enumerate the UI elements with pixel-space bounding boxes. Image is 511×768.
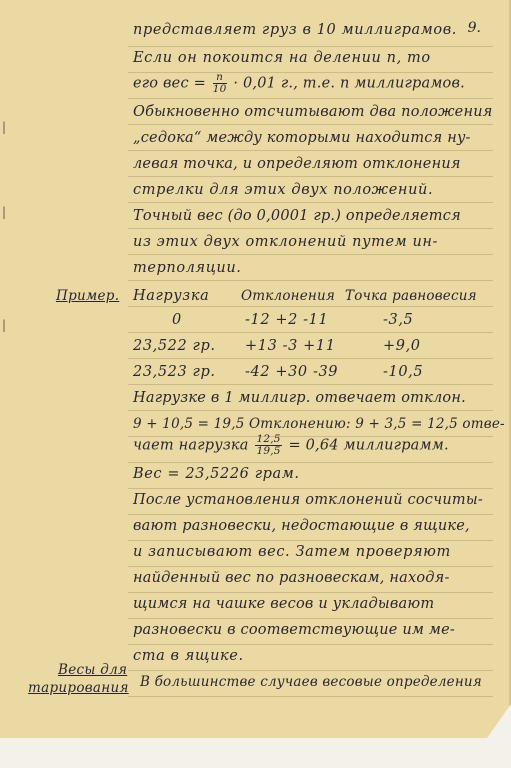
text-line: Обыкновенно отсчитывают два положения bbox=[133, 104, 493, 120]
text-line: разновески в соответствующие им ме- bbox=[133, 622, 456, 638]
ruled-line bbox=[128, 202, 493, 203]
margin-note-taring: тарирования bbox=[28, 680, 129, 696]
text-line: ста в ящике. bbox=[133, 648, 244, 664]
table-header-deviations: Отклонения bbox=[241, 288, 336, 304]
text-line: найденный вес по разновескам, находя- bbox=[133, 570, 450, 586]
ruled-line bbox=[128, 280, 493, 281]
text-fragment: его вес = bbox=[133, 75, 206, 92]
ruled-line bbox=[128, 46, 493, 47]
ruled-line bbox=[128, 566, 493, 567]
margin-note-scales: Весы для bbox=[58, 662, 128, 678]
ruled-line bbox=[128, 540, 493, 541]
ruled-line bbox=[128, 306, 493, 307]
text-line: левая точка, и определяют отклонения bbox=[133, 156, 461, 172]
text-line: терполяции. bbox=[133, 260, 242, 276]
page-number: 9. bbox=[467, 20, 481, 36]
margin-note-example: Пример. bbox=[56, 288, 120, 304]
ruled-line bbox=[128, 514, 493, 515]
text-line: Если он покоится на делении n, то bbox=[133, 50, 431, 66]
ruled-line bbox=[128, 384, 493, 385]
fraction bbox=[213, 72, 227, 95]
text-line: щимся на чашке весов и укладывают bbox=[133, 596, 435, 612]
text-line: вают разновески, недостающие в ящике, bbox=[133, 518, 470, 534]
fraction-numerator: 12,5 bbox=[256, 433, 281, 445]
table-cell-point: +9,0 bbox=[383, 338, 421, 354]
table-cell-deviation: -42 +30 -39 bbox=[245, 364, 339, 380]
table-cell-load: 23,522 гр. bbox=[133, 338, 216, 354]
text-line: 9 + 10,5 = 19,5 Отклонению: 9 + 3,5 = 12,5 отве- bbox=[133, 416, 505, 432]
ruled-line bbox=[128, 488, 493, 489]
table-cell-point: -3,5 bbox=[383, 312, 414, 328]
fraction-denominator: 19,5 bbox=[256, 445, 281, 457]
text-line: представляет груз в 10 миллиграмов. bbox=[133, 22, 457, 38]
text-line bbox=[133, 72, 465, 95]
binding-mark: | bbox=[2, 205, 7, 219]
ruled-line bbox=[128, 254, 493, 255]
torn-corner bbox=[487, 704, 511, 738]
ruled-line bbox=[128, 670, 493, 671]
table-cell-point: -10,5 bbox=[383, 364, 424, 380]
fraction-numerator: n bbox=[213, 72, 227, 84]
table-cell-load: 23,523 гр. bbox=[133, 364, 216, 380]
text-line: Вес = 23,5226 грам. bbox=[133, 466, 300, 482]
table-cell-deviation: -12 +2 -11 bbox=[245, 312, 329, 328]
fraction bbox=[255, 434, 281, 457]
ruled-line bbox=[128, 462, 493, 463]
binding-mark: | bbox=[2, 120, 7, 134]
ruled-line bbox=[128, 696, 493, 697]
ruled-line bbox=[128, 410, 493, 411]
fraction-denominator: 10 bbox=[212, 83, 227, 95]
text-line: из этих двух отклонений путем ин- bbox=[133, 234, 439, 250]
ruled-line bbox=[128, 150, 493, 151]
ruled-line bbox=[128, 332, 493, 333]
ruled-line bbox=[128, 644, 493, 645]
table-cell-load: 0 bbox=[172, 312, 182, 328]
text-line: и записывают вес. Затем проверяют bbox=[133, 544, 451, 560]
text-fragment: = 0,64 миллиграмм. bbox=[288, 437, 449, 454]
ruled-line bbox=[128, 592, 493, 593]
ruled-line bbox=[128, 124, 493, 125]
text-line: После установления отклонений сосчиты- bbox=[133, 492, 483, 508]
ruled-line bbox=[128, 618, 493, 619]
binding-mark: | bbox=[2, 318, 7, 332]
text-fragment: · 0,01 г., т.е. n миллиграмов. bbox=[233, 75, 465, 92]
table-cell-deviation: +13 -3 +11 bbox=[245, 338, 336, 354]
ruled-line bbox=[128, 358, 493, 359]
text-line: В большинстве случаев весовые определения bbox=[140, 674, 482, 690]
ruled-line bbox=[128, 176, 493, 177]
text-line: Точный вес (до 0,0001 гр.) определяется bbox=[133, 208, 461, 224]
text-line bbox=[133, 434, 449, 457]
table-header-load: Нагрузка bbox=[133, 288, 210, 304]
text-line: стрелки для этих двух положений. bbox=[133, 182, 434, 198]
table-header-equilibrium: Точка равновесия bbox=[345, 288, 477, 304]
text-line: Нагрузке в 1 миллигр. отвечает отклон. bbox=[133, 390, 466, 406]
ruled-line bbox=[128, 98, 493, 99]
text-fragment: чает нагрузка bbox=[133, 437, 249, 454]
ruled-line bbox=[128, 228, 493, 229]
text-line: „седока“ между которыми находится ну- bbox=[133, 130, 471, 146]
